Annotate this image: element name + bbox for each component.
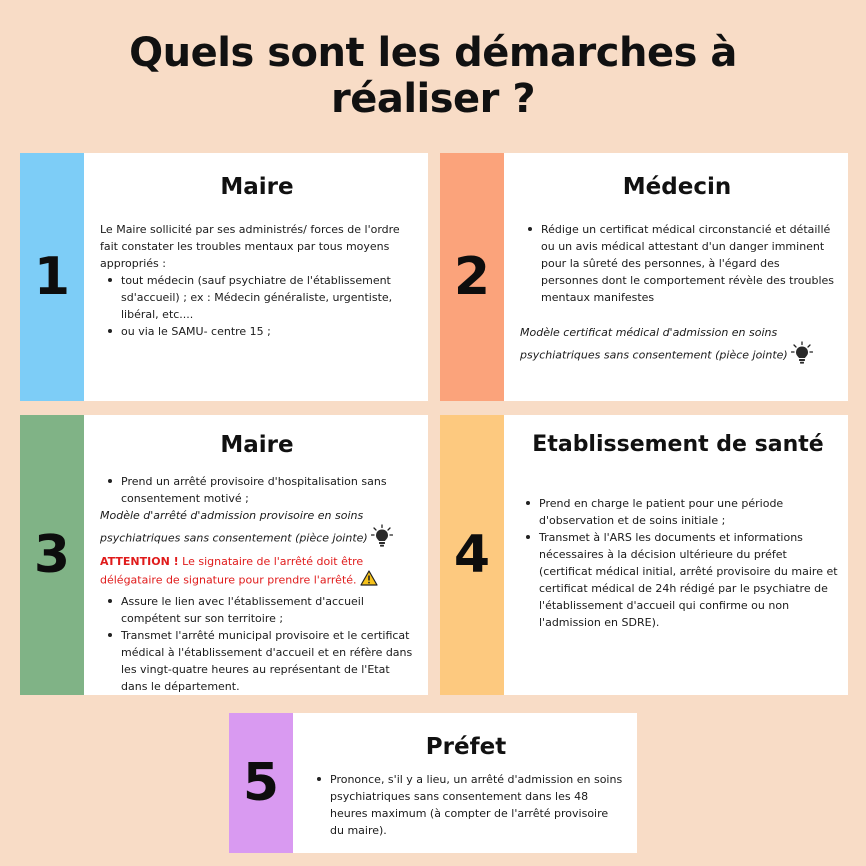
warning-label: ATTENTION ! <box>100 555 179 568</box>
warning-icon <box>360 570 378 591</box>
step-card-5 <box>229 713 637 853</box>
step-card-1-list <box>100 272 414 340</box>
list-item: Assure le lien avec l'établissement d'accueil compétent sur son territoire ; <box>100 593 414 627</box>
step-card-3-list-top <box>100 473 414 507</box>
step-card-4-list <box>518 495 838 631</box>
step-card-1-intro: Le Maire sollicité par ses administrés/ forces de l'ordre fait constater les troubles mentaux par tous moyens appropriés : <box>100 223 400 270</box>
page-title <box>0 30 866 122</box>
step-card-2-title: Médecin <box>622 174 732 200</box>
step-card-3-list-bottom <box>100 593 414 695</box>
step-number-4: 4 <box>440 415 504 695</box>
list-item: Rédige un certificat médical circonstancié et détaillé ou un avis médical attestant d'un danger imminent pour la sûreté des personnes, à l'égard des personnes dont le comportement révèle des troubles mentaux manifestes <box>520 221 834 306</box>
step-number-2: 2 <box>440 153 504 401</box>
list-item: tout médecin (sauf psychiatre de l'établissement sd'accueil) ; ex : Médecin généraliste, urgentiste, libéral, etc.... <box>100 272 414 323</box>
step-card-2 <box>440 153 848 401</box>
step-number-5: 5 <box>229 713 293 853</box>
step-number-3: 3 <box>20 415 84 695</box>
step-card-3-body <box>84 415 428 695</box>
step-card-2-list <box>520 221 834 306</box>
step-card-1 <box>20 153 428 401</box>
certificate-template-note: Modèle certificat médical d'admission en soins psychiatriques sans consentement (pièce jointe) <box>520 326 788 362</box>
list-item: Prononce, s'il y a lieu, un arrêté d'admission en soins psychiatriques sans consentement dans les 48 heures maximum (à compter de l'arrêté provisoire du maire). <box>309 771 623 839</box>
step-card-3-note <box>100 507 414 553</box>
list-item: Transmet l'arrêté municipal provisoire et le certificat médical à l'établissement d'accueil et en réfère dans les vingt-quatre heures au représentant de l'Etat dans le département. <box>100 627 414 695</box>
decree-template-note: Modèle d'arrêté d'admission provisoire en soins psychiatriques sans consentement (pièce jointe) <box>100 509 368 545</box>
list-item: Prend en charge le patient pour une période d'observation et de soins initiale ; <box>518 495 838 529</box>
step-card-2-note <box>520 324 834 370</box>
list-item: Prend un arrêté provisoire d'hospitalisation sans consentement motivé ; <box>100 473 414 507</box>
step-card-2-body <box>504 153 848 401</box>
step-card-5-list <box>309 771 623 839</box>
step-number-1: 1 <box>20 153 84 401</box>
lightbulb-icon <box>371 524 393 553</box>
step-card-3 <box>20 415 428 695</box>
list-item: ou via le SAMU- centre 15 ; <box>100 323 414 340</box>
signature-warning <box>100 553 414 591</box>
page-title-line-1: Quels sont les démarches à <box>129 30 737 76</box>
list-item: Transmet à l'ARS les documents et informations nécessaires à la décision ultérieure du préfet (certificat médical initial, arrêté provisoire du maire et certificat médical de 24h rédigé par le psychiatre de l'établissement d'accueil qui confirme ou non l'admission en SDRE). <box>518 529 838 631</box>
step-card-3-title: Maire <box>220 432 294 458</box>
step-card-4-body <box>504 415 848 695</box>
step-card-4 <box>440 415 848 695</box>
lightbulb-icon <box>791 341 813 370</box>
warning-text: Le signataire de l'arrêté doit être délégataire de signature pour prendre l'arrêté. <box>100 555 364 587</box>
step-card-1-body <box>84 153 428 401</box>
step-card-4-title: Etablissement de santé <box>532 432 824 457</box>
page-title-line-2: réaliser ? <box>330 76 536 122</box>
step-card-5-title: Préfet <box>425 734 507 760</box>
step-card-5-body <box>293 713 637 853</box>
step-card-1-title: Maire <box>220 174 294 200</box>
